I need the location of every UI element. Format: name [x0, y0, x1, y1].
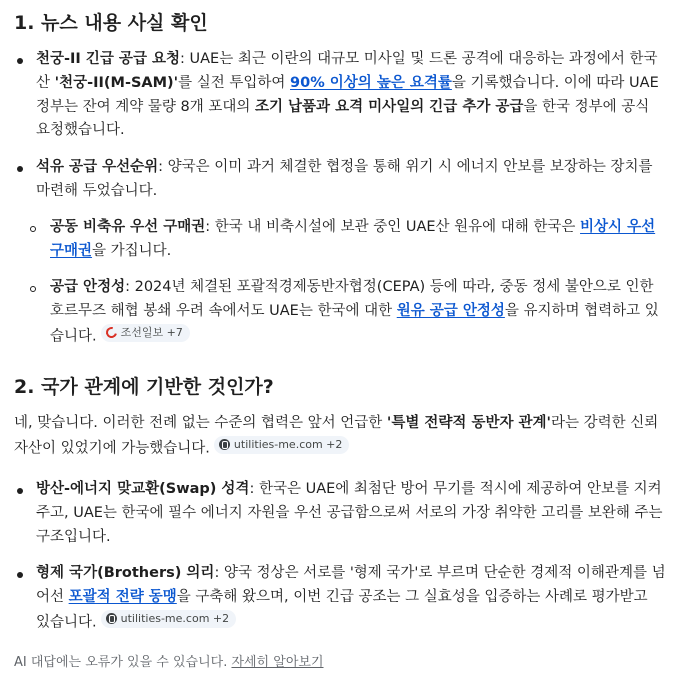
relations-list — [14, 478, 666, 549]
item-text: 를 실전 투입하여 — [178, 74, 291, 91]
item-text: 을 가집니다. — [92, 242, 172, 259]
item-title: 방산-에너지 맞교환(Swap) 성격 — [36, 481, 250, 497]
list-item-swap — [14, 478, 666, 549]
item-text: : 한국 내 비축시설에 보관 중인 UAE산 원유에 대해 한국은 — [205, 219, 581, 235]
item-text: 을 한국 정부에 공식 요청했습니다. — [36, 98, 650, 139]
sublist-item-stability — [14, 276, 666, 349]
item-text: : 양국은 이미 과거 체결한 협정을 통해 위기 시 에너지 안보를 보장하는 장치를 마련해 두었습니다. — [36, 159, 653, 199]
list-item-cheongung — [14, 48, 666, 143]
item-text: : UAE는 최근 이란의 대규모 미사일 및 드론 공격에 대응하는 과정에서 한국산 — [36, 51, 658, 91]
purchase-right-link[interactable]: 비상시 우선 구매권 — [50, 219, 656, 259]
item-text: : 한국은 UAE에 최첨단 방어 무기를 적시에 제공하여 안보를 지켜주고, UAE는 한국에 필수 에너지 자원을 우선 공급함으로써 서로의 가장 취약한 고리를 보완해 주는 구조입니다. — [36, 481, 663, 545]
paragraph-text: 라는 강력한 신뢰 자산이 있었기에 가능했습니다. — [14, 415, 659, 457]
item-title: 공동 비축유 우선 구매권 — [50, 219, 206, 235]
oil-sublist-2 — [14, 276, 666, 349]
item-text: 을 유지하며 협력하고 있습니다. — [50, 302, 659, 345]
section-heading-relations: 2. 국가 관계에 기반한 것인가? — [14, 376, 274, 398]
list-item-oil-priority — [14, 156, 666, 204]
site-logo-icon — [219, 439, 230, 450]
chosun-logo-icon — [104, 325, 119, 340]
section-heading-fact-check: 1. 뉴스 내용 사실 확인 — [14, 12, 208, 34]
item-title: 천궁-II 긴급 공급 요청 — [36, 51, 181, 67]
relations-list-2 — [14, 562, 666, 635]
source-chip-chosun[interactable] — [101, 324, 190, 342]
paragraph-emphasis: '특별 전략적 동반자 관계' — [386, 415, 551, 431]
item-text: : 2024년 체결된 포괄적경제동반자협정(CEPA) 등에 따라, 중동 정세 불안으로 인한 호르무즈 해협 봉쇄 우려 속에서도 UAE는 한국에 대한 — [50, 279, 654, 319]
source-chip-utilities-2[interactable] — [101, 610, 236, 628]
paragraph-text: 네, 맞습니다. 이러한 전례 없는 수준의 협력은 앞서 언급한 — [14, 415, 387, 431]
supply-stability-link[interactable]: 원유 공급 안정성 — [396, 302, 505, 319]
strategic-alliance-link[interactable]: 포괄적 전략 동맹 — [68, 588, 177, 605]
interception-rate-link[interactable]: 90% 이상의 높은 요격률 — [290, 74, 452, 91]
list-item-brothers — [14, 562, 666, 635]
item-text: 을 구축해 왔으며, 이번 긴급 공조는 그 실효성을 입증하는 사례로 평가받고 있습니다. — [36, 588, 648, 631]
item-emphasis: 조기 납품과 요격 미사일의 긴급 추가 공급 — [254, 98, 524, 115]
ai-disclaimer — [14, 651, 324, 670]
source-chip-label: 조선일보 +7 — [120, 325, 183, 339]
source-chip-label: utilities-me.com +2 — [233, 437, 343, 451]
item-emphasis: '천궁-II(M-SAM)' — [54, 74, 179, 91]
sublist-item-reserve — [14, 216, 666, 264]
oil-sublist — [14, 216, 666, 264]
item-title: 석유 공급 우선순위 — [36, 159, 159, 175]
item-text: : 양국 정상은 서로를 '형제 국가'로 부르며 단순한 경제적 이해관계를 넘어선 — [36, 565, 666, 605]
oil-list — [14, 156, 666, 204]
site-logo-icon — [106, 613, 117, 624]
learn-more-link[interactable]: 자세히 알아보기 — [231, 655, 324, 670]
disclaimer-text: AI 대답에는 오류가 있을 수 있습니다. — [14, 655, 232, 670]
relations-paragraph — [14, 412, 666, 461]
fact-list — [14, 48, 666, 143]
source-chip-label: utilities-me.com +2 — [120, 611, 230, 625]
item-title: 형제 국가(Brothers) 의리 — [36, 565, 215, 581]
source-chip-utilities[interactable] — [214, 436, 349, 454]
item-title: 공급 안정성 — [50, 279, 126, 295]
item-text: 을 기록했습니다. 이에 따라 UAE 정부는 잔여 계약 물량 8개 포대의 — [36, 74, 659, 115]
